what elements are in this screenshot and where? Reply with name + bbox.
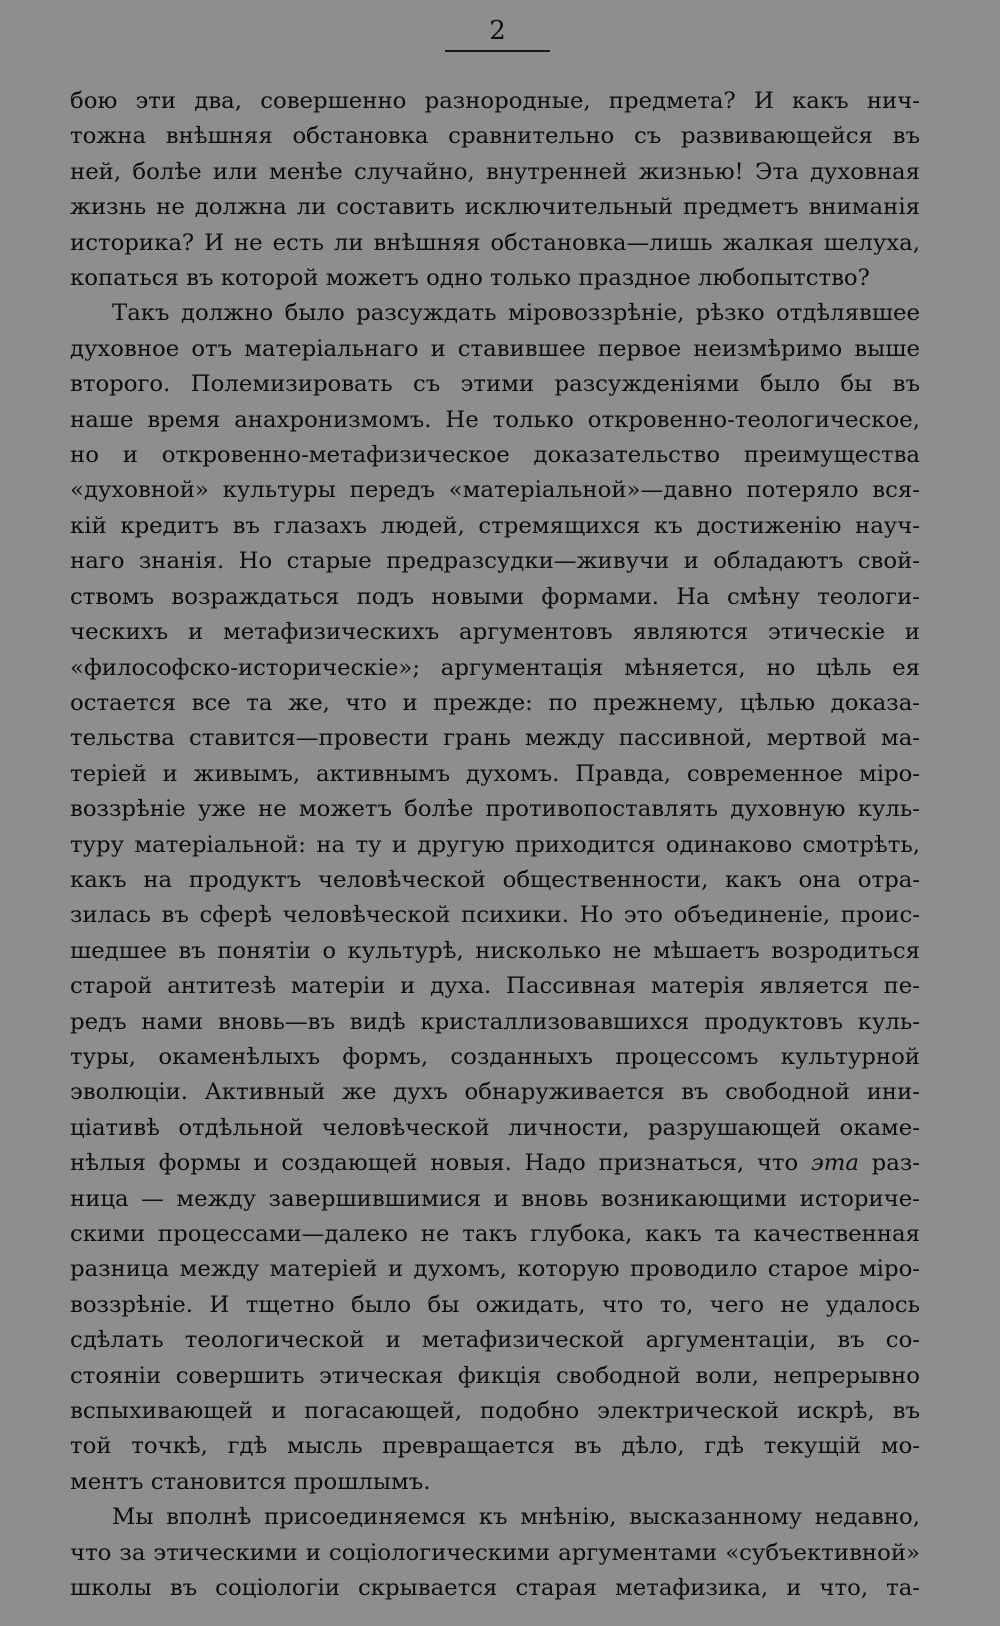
paragraph-1 xyxy=(70,84,920,296)
text-line: что за этическими и соціологическими аргументами «субъективной» xyxy=(70,1539,920,1566)
text-line: но и откровенно-метафизическое доказательство преимущества xyxy=(70,442,920,469)
text-line: второго. Полемизировать съ этими разсужденіями было бы въ xyxy=(70,371,920,398)
text-line: теріей и живымъ, активнымъ духомъ. Правда, современное міро- xyxy=(70,760,920,787)
text-line: шедшее въ понятіи о культурѣ, нисколько не мѣшаетъ возродиться xyxy=(70,937,920,964)
text-line: воззрѣніе уже не можетъ болѣе противопоставлять духовную куль- xyxy=(70,796,920,823)
text-line: разница между матеріей и духомъ, которую проводило старое міро- xyxy=(70,1256,920,1283)
text-line: остается все та же, что и прежде: по прежнему, цѣлью доказа- xyxy=(70,689,920,716)
text-segment: нѣлыя формы и создающей новыя. Надо признаться, что xyxy=(70,1150,811,1177)
text-line: бою эти два, совершенно разнородные, предмета? И какъ нич- xyxy=(70,88,920,114)
text-line: «философско-историческіе»; аргументація мѣняется, но цѣль ея xyxy=(70,654,920,681)
body-text xyxy=(70,84,920,1606)
text-line: ница — между завершившимися и вновь возникающими историче- xyxy=(70,1185,920,1212)
text-line: редъ нами вновь—въ видѣ кристаллизовавшихся продуктовъ куль- xyxy=(70,1008,920,1035)
text-line: скими процессами—далеко не такъ глубока, какъ та качественная xyxy=(70,1221,920,1247)
text-segment: раз- xyxy=(858,1150,920,1177)
paragraph-2 xyxy=(70,296,920,1500)
text-line: какъ на продуктъ человѣческой общественности, какъ она отра- xyxy=(70,866,920,893)
text-line xyxy=(70,1146,920,1181)
text-line: наше время анахронизмомъ. Не только откровенно-теологическое, xyxy=(70,406,920,433)
text-line: стояніи совершить этическая фикція свободной воли, непрерывно xyxy=(70,1362,920,1389)
text-line: ней, болѣе или менѣе случайно, внутренней жизнью! Эта духовная xyxy=(70,158,920,185)
text-line: историка? И не есть ли внѣшняя обстановка—лишь жалкая шелуха, xyxy=(70,229,920,256)
text-line: туры, окаменѣлыхъ формъ, созданныхъ процессомъ культурной xyxy=(70,1043,920,1070)
text-line: духовное отъ матеріальнаго и ставившее первое неизмѣримо выше xyxy=(70,335,920,362)
text-line: сдѣлать теологической и метафизической аргументаціи, въ со- xyxy=(70,1327,920,1354)
page-number: 2 xyxy=(445,14,550,52)
emphasis-word: эта xyxy=(810,1150,859,1177)
text-line: Такъ должно было разсуждать міровоззрѣніе, рѣзко отдѣлявшее xyxy=(112,300,920,327)
text-line: школы въ соціологіи скрывается старая метафизика, и что, та- xyxy=(70,1575,920,1602)
text-line: старой антитезѣ матеріи и духа. Пассивная матерія является пе- xyxy=(70,973,920,1000)
text-line: вспыхивающей и погасающей, подобно электрической искрѣ, въ xyxy=(70,1398,920,1425)
text-line: «духовной» культуры передъ «матеріальной»—давно потеряло вся- xyxy=(70,477,920,504)
text-line: воззрѣніе. И тщетно было бы ожидать, что то, чего не удалось xyxy=(70,1291,920,1318)
text-line: ческихъ и метафизическихъ аргументовъ являются этическіе и xyxy=(70,619,920,646)
text-line: ментъ становится прошлымъ. xyxy=(70,1468,431,1495)
text-line: жизнь не должна ли составить исключительный предметъ вниманія xyxy=(70,194,920,221)
text-line: Мы вполнѣ присоединяемся къ мнѣнію, высказанному недавно, xyxy=(112,1504,920,1531)
text-line: зилась въ сферѣ человѣческой психики. Но это объединеніе, проис- xyxy=(70,902,920,929)
text-line: копаться въ которой можетъ одно только праздное любопытство? xyxy=(70,265,870,292)
text-line: тожна внѣшняя обстановка сравнительно съ развивающейся въ xyxy=(70,123,920,150)
text-line: той точкѣ, гдѣ мысль превращается въ дѣло, гдѣ текущій мо- xyxy=(70,1433,920,1460)
text-line: туру матеріальной: на ту и другую приходится одинаково смотрѣть, xyxy=(70,831,920,858)
text-line: эволюціи. Активный же духъ обнаруживается въ свободной ини- xyxy=(70,1079,920,1106)
paragraph-3 xyxy=(70,1500,920,1606)
text-line: ствомъ возраждаться подъ новыми формами. На смѣну теологи- xyxy=(70,583,920,610)
text-line: ціативѣ отдѣльной человѣческой личности, разрушающей окаме- xyxy=(70,1114,920,1141)
text-line: наго знанія. Но старые предразсудки—живучи и обладаютъ свой- xyxy=(70,548,920,575)
text-line: тельства ставится—провести грань между пассивной, мертвой ма- xyxy=(70,725,920,752)
text-line: кій кредитъ въ глазахъ людей, стремящихся къ достиженію науч- xyxy=(70,512,920,539)
